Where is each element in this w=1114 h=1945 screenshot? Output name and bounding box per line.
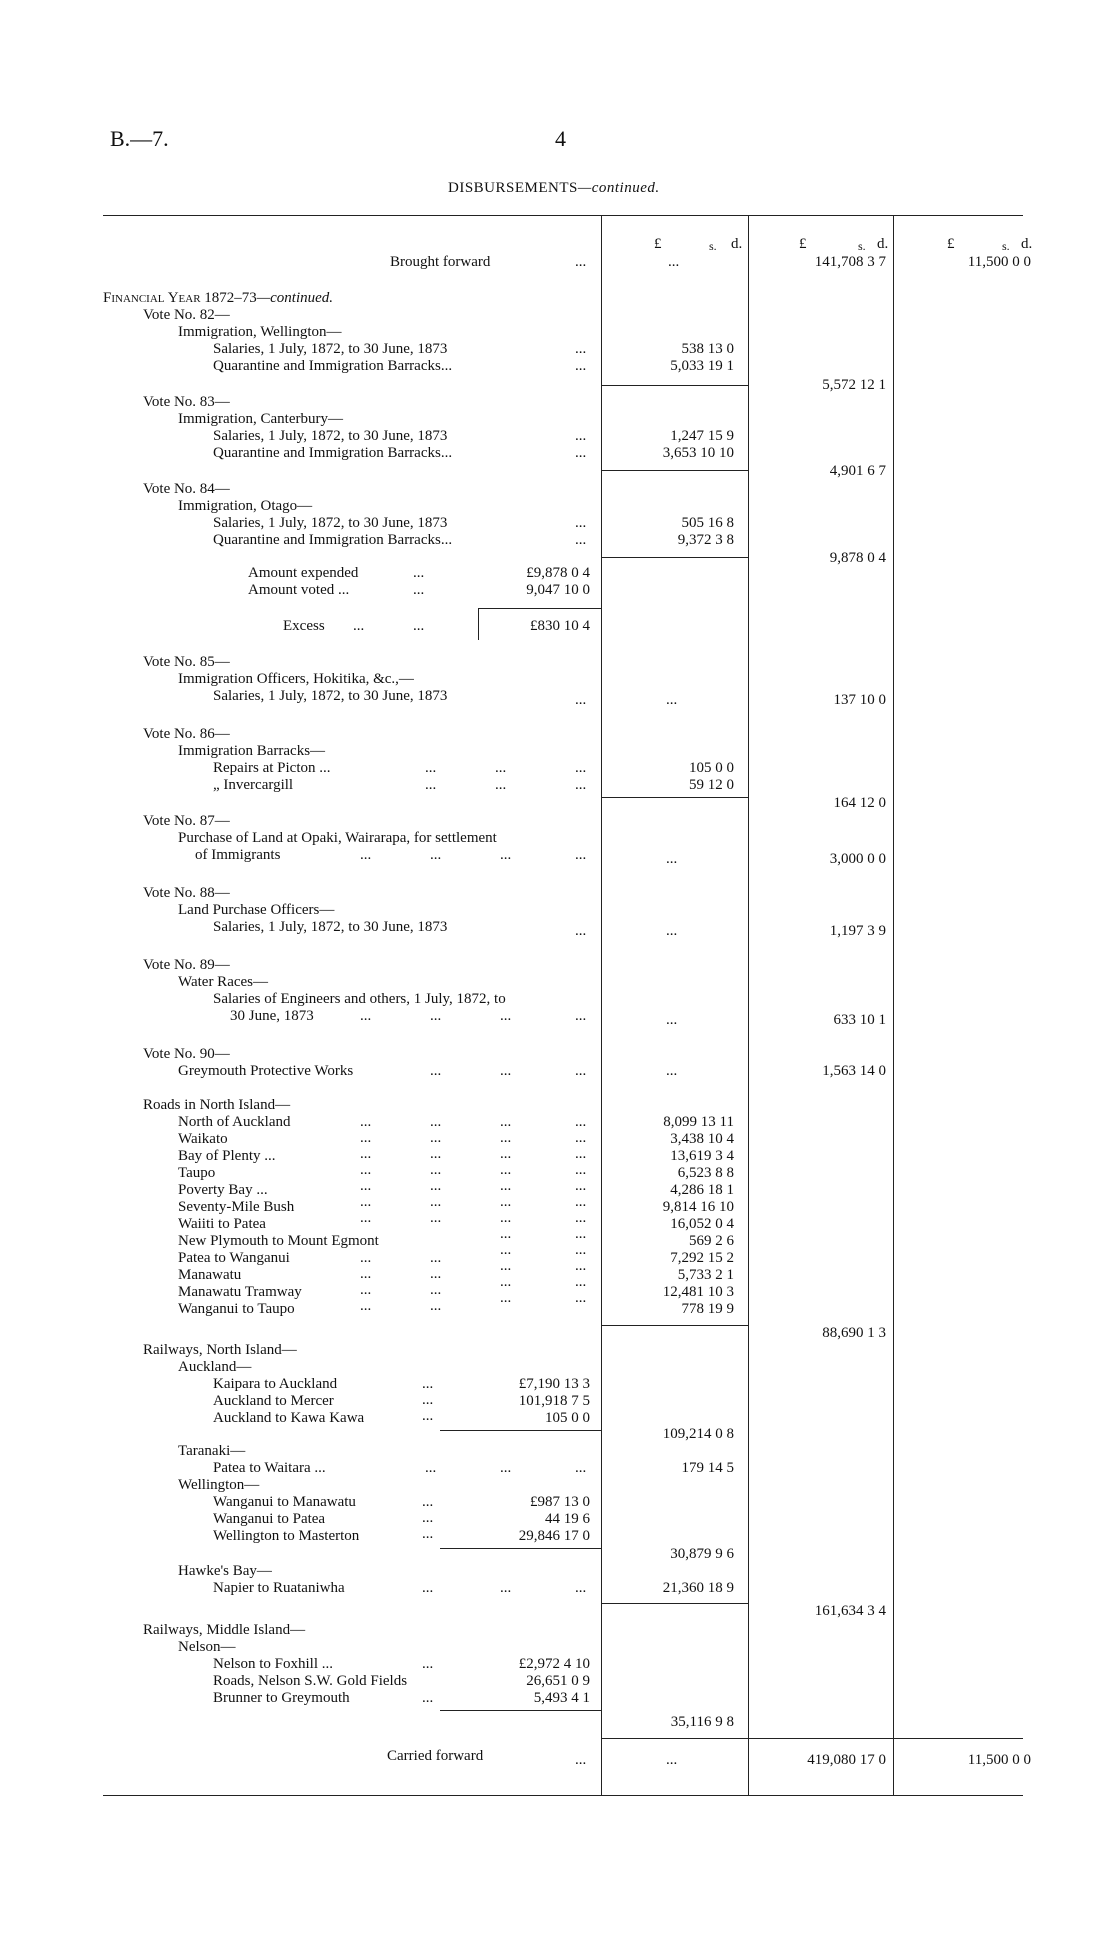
vote84-heading: Immigration, Otago— xyxy=(178,498,313,514)
vote85-label: Vote No. 85— xyxy=(143,654,230,670)
road-name: North of Auckland xyxy=(178,1114,291,1130)
brought-forward-c2: 141,708 3 7 xyxy=(814,254,886,270)
vote84-excess-label: Excess xyxy=(283,618,325,634)
roads-north-heading: Roads in North Island— xyxy=(143,1097,291,1113)
road-name: Poverty Bay ... xyxy=(178,1182,268,1198)
leader-dots: ... xyxy=(413,565,425,581)
col3-pence-header: d. xyxy=(1021,236,1033,252)
railway-amount: £7,190 13 3 xyxy=(518,1376,590,1392)
leader-dots: ... xyxy=(575,923,587,939)
vote86-line2: „ Invercargill xyxy=(213,777,294,793)
table-bottom-rule xyxy=(103,1795,1023,1796)
leader-dots: ... xyxy=(425,777,437,793)
carried-forward-c2: 419,080 17 0 xyxy=(807,1752,886,1768)
vote87-total: 3,000 0 0 xyxy=(829,851,886,867)
leader-dots: ... ... ... ... ... ... ... xyxy=(360,1114,372,1226)
vote83-line1: Salaries, 1 July, 1872, to 30 June, 1873 xyxy=(213,428,448,444)
vote86-line2-amount: 59 12 0 xyxy=(689,777,734,793)
carried-forward-label: Carried forward xyxy=(387,1748,484,1764)
railway-amount: 101,918 7 5 xyxy=(518,1393,590,1409)
leader-dots: ... ... ... xyxy=(422,1376,434,1424)
road-name: Patea to Wanganui xyxy=(178,1250,290,1266)
railway-amount: 5,493 4 1 xyxy=(533,1690,590,1706)
leader-dots: ... xyxy=(422,1656,434,1672)
leader-dots: ... xyxy=(575,515,587,531)
leader-dots: ... xyxy=(500,1460,512,1476)
leader-dots: ... xyxy=(575,254,587,270)
vote84-voted-amount: 9,047 10 0 xyxy=(526,582,590,598)
leader-dots: ... xyxy=(413,618,425,634)
road-amount: 16,052 0 4 xyxy=(670,1216,734,1232)
vote84-total: 9,878 0 4 xyxy=(829,550,886,566)
column-rule-3 xyxy=(893,215,894,1795)
vote84-line2-amount: 9,372 3 8 xyxy=(677,532,734,548)
vote85-line1: Salaries, 1 July, 1872, to 30 June, 1873 xyxy=(213,688,448,704)
leader-dots: ... xyxy=(495,760,507,776)
nelson-heading: Nelson— xyxy=(178,1639,236,1655)
railway-amount: 29,846 17 0 xyxy=(518,1528,590,1544)
taranaki-amount: 179 14 5 xyxy=(681,1460,734,1476)
vote83-heading: Immigration, Canterbury— xyxy=(178,411,343,427)
vote85-heading: Immigration Officers, Hokitika, &c.,— xyxy=(178,671,414,687)
railway-name: Auckland to Kawa Kawa xyxy=(213,1410,365,1426)
section-title xyxy=(103,290,333,306)
leader-dots: ... xyxy=(360,1008,372,1024)
vote84-label: Vote No. 84— xyxy=(143,481,230,497)
leader-dots: ... ... ... ... ... ... ... ... ... ... ... ... xyxy=(500,1114,512,1306)
subtotal-rule xyxy=(601,557,748,558)
carried-forward-c3: 11,500 0 0 xyxy=(967,1752,1031,1768)
leader-dots: ... xyxy=(500,1008,512,1024)
wellington-heading: Wellington— xyxy=(178,1477,260,1493)
column-rule-2 xyxy=(748,215,749,1795)
railway-name: Patea to Waitara ... xyxy=(213,1460,326,1476)
leader-dots: ... xyxy=(500,847,512,863)
title-suffix: —continued. xyxy=(577,180,660,196)
leader-dots: ... ... ... ... xyxy=(360,1250,372,1314)
subtotal-rule xyxy=(440,1548,601,1549)
leader-dots: ... xyxy=(575,760,587,776)
auckland-heading: Auckland— xyxy=(178,1359,252,1375)
subtotal-rule xyxy=(601,385,748,386)
leader-dots: ... xyxy=(360,847,372,863)
vote89-line1: Salaries of Engineers and others, 1 July, 1872, to xyxy=(213,991,506,1007)
leader-dots: ... xyxy=(575,692,587,708)
leader-dots: ... ... ... ... ... ... ... xyxy=(430,1114,442,1226)
vote87-line1: Purchase of Land at Opaki, Wairarapa, for settlement xyxy=(178,830,497,846)
railways-middle-heading: Railways, Middle Island— xyxy=(143,1622,306,1638)
road-amount: 13,619 3 4 xyxy=(670,1148,734,1164)
vote88-heading: Land Purchase Officers— xyxy=(178,902,335,918)
road-amount: 6,523 8 8 xyxy=(677,1165,734,1181)
subtotal-rule xyxy=(601,1603,748,1604)
vote85-c1: ... xyxy=(666,692,678,708)
brought-forward-c3: 11,500 0 0 xyxy=(967,254,1031,270)
vote88-line1: Salaries, 1 July, 1872, to 30 June, 1873 xyxy=(213,919,448,935)
vote86-total: 164 12 0 xyxy=(833,795,886,811)
railway-amount: 26,651 0 9 xyxy=(526,1673,590,1689)
hawkes-bay-amount: 21,360 18 9 xyxy=(662,1580,734,1596)
leader-dots: ... xyxy=(575,428,587,444)
section-title-main: Financial Year 1872–73 xyxy=(103,290,257,306)
vote84-line1: Salaries, 1 July, 1872, to 30 June, 1873 xyxy=(213,515,448,531)
leader-dots: ... xyxy=(575,847,587,863)
col3-pound-header: £ xyxy=(947,236,955,252)
col1-shilling-header: s. xyxy=(709,239,717,253)
col1-pence-header: d. xyxy=(731,236,743,252)
road-amount: 7,292 15 2 xyxy=(670,1250,734,1266)
road-amount: 778 19 9 xyxy=(681,1301,734,1317)
document-code: B.—7. xyxy=(110,126,169,151)
road-amount: 12,481 10 3 xyxy=(662,1284,734,1300)
road-amount: 4,286 18 1 xyxy=(670,1182,734,1198)
col3-shilling-header: s. xyxy=(1002,239,1010,253)
leader-dots: ... ... ... ... xyxy=(430,1250,442,1314)
road-name: Waiiti to Patea xyxy=(178,1216,266,1232)
railway-amount: £2,972 4 10 xyxy=(518,1656,590,1672)
road-name: Waikato xyxy=(178,1131,228,1147)
vote89-label: Vote No. 89— xyxy=(143,957,230,973)
road-amount: 8,099 13 11 xyxy=(663,1114,734,1130)
table-top-rule xyxy=(103,215,1023,216)
railway-amount: £987 13 0 xyxy=(530,1494,590,1510)
leader-dots: ... xyxy=(430,1063,442,1079)
road-amount: 5,733 2 1 xyxy=(677,1267,734,1283)
section-title-suffix: —continued. xyxy=(256,290,334,306)
vote82-total: 5,572 12 1 xyxy=(822,377,886,393)
railway-name: Roads, Nelson S.W. Gold Fields xyxy=(213,1673,408,1689)
vote86-label: Vote No. 86— xyxy=(143,726,230,742)
leader-dots: ... xyxy=(575,445,587,461)
vote86-heading: Immigration Barracks— xyxy=(178,743,326,759)
vote88-c1: ... xyxy=(666,923,678,939)
leader-dots: ... xyxy=(575,777,587,793)
vote89-c1: ... xyxy=(666,1012,678,1028)
railways-north-heading: Railways, North Island— xyxy=(143,1342,297,1358)
vote90-line1: Greymouth Protective Works xyxy=(178,1063,354,1079)
col1-pound-header: £ xyxy=(654,236,662,252)
railway-name: Nelson to Foxhill ... xyxy=(213,1656,334,1672)
road-name: New Plymouth to Mount Egmont xyxy=(178,1233,379,1249)
vote82-label: Vote No. 82— xyxy=(143,307,230,323)
leader-dots: ... xyxy=(353,618,365,634)
vote83-line2-amount: 3,653 10 10 xyxy=(662,445,734,461)
road-amount: 3,438 10 4 xyxy=(670,1131,734,1147)
leader-dots: ... xyxy=(425,760,437,776)
leader-dots: ... xyxy=(500,1580,512,1596)
vote83-line2: Quarantine and Immigration Barracks... xyxy=(213,445,453,461)
vote83-line1-amount: 1,247 15 9 xyxy=(670,428,734,444)
railway-name: Auckland to Mercer xyxy=(213,1393,334,1409)
railways-north-total: 161,634 3 4 xyxy=(814,1603,886,1619)
vote90-total: 1,563 14 0 xyxy=(822,1063,886,1079)
railway-name: Kaipara to Auckland xyxy=(213,1376,338,1392)
leader-dots: ... xyxy=(430,1008,442,1024)
leader-dots: ... xyxy=(495,777,507,793)
taranaki-heading: Taranaki— xyxy=(178,1443,246,1459)
col2-pound-header: £ xyxy=(799,236,807,252)
carried-forward-rule xyxy=(601,1738,1023,1739)
brought-forward-c1: ... xyxy=(668,254,680,270)
wellington-total: 30,879 9 6 xyxy=(670,1546,734,1562)
subtotal-rule xyxy=(601,1325,748,1326)
vote84-line2: Quarantine and Immigration Barracks... xyxy=(213,532,453,548)
subtotal-rule xyxy=(601,470,748,471)
leader-dots: ... xyxy=(575,358,587,374)
road-name: Wanganui to Taupo xyxy=(178,1301,295,1317)
leader-dots: ... xyxy=(413,582,425,598)
railway-name: Wanganui to Manawatu xyxy=(213,1494,356,1510)
vote85-total: 137 10 0 xyxy=(833,692,886,708)
leader-dots: ... ... ... xyxy=(422,1494,434,1542)
leader-dots: ... xyxy=(430,847,442,863)
railway-name: Brunner to Greymouth xyxy=(213,1690,350,1706)
leader-dots: ... xyxy=(575,532,587,548)
column-rule-1 xyxy=(601,215,602,1795)
road-name: Manawatu Tramway xyxy=(178,1284,302,1300)
leader-dots: ... xyxy=(575,1460,587,1476)
vote90-c1: ... xyxy=(666,1063,678,1079)
road-amount: 569 2 6 xyxy=(689,1233,734,1249)
vote86-line1: Repairs at Picton ... xyxy=(213,760,331,776)
road-name: Bay of Plenty ... xyxy=(178,1148,276,1164)
vote82-heading: Immigration, Wellington— xyxy=(178,324,342,340)
vote89-heading: Water Races— xyxy=(178,974,268,990)
roads-north-total: 88,690 1 3 xyxy=(822,1325,886,1341)
vote88-label: Vote No. 88— xyxy=(143,885,230,901)
vote82-line1-amount: 538 13 0 xyxy=(681,341,734,357)
leader-dots: ... xyxy=(575,1008,587,1024)
leader-dots: ... xyxy=(575,1580,587,1596)
road-name: Manawatu xyxy=(178,1267,242,1283)
leader-dots: ... xyxy=(575,1752,587,1768)
vote89-line2: 30 June, 1873 xyxy=(230,1008,314,1024)
leader-dots: ... xyxy=(575,341,587,357)
subtotal-rule xyxy=(440,1430,601,1431)
vote86-line1-amount: 105 0 0 xyxy=(689,760,734,776)
hawkes-bay-heading: Hawke's Bay— xyxy=(178,1563,272,1579)
railway-name: Napier to Ruataniwha xyxy=(213,1580,345,1596)
col2-pence-header: d. xyxy=(877,236,889,252)
vote84-line1-amount: 505 16 8 xyxy=(681,515,734,531)
brought-forward-label: Brought forward xyxy=(390,254,491,270)
road-amount: 9,814 16 10 xyxy=(662,1199,734,1215)
vote89-total: 633 10 1 xyxy=(833,1012,886,1028)
vote87-line2: of Immigrants xyxy=(195,847,281,863)
vote83-total: 4,901 6 7 xyxy=(829,463,886,479)
carried-forward-c1: ... xyxy=(666,1752,678,1768)
subtotal-rule xyxy=(601,797,748,798)
road-name: Taupo xyxy=(178,1165,216,1181)
subtotal-rule xyxy=(440,1710,601,1711)
railway-amount: 44 19 6 xyxy=(545,1511,590,1527)
page-title xyxy=(448,181,660,196)
vote82-line2: Quarantine and Immigration Barracks... xyxy=(213,358,453,374)
auckland-total: 109,214 0 8 xyxy=(662,1426,734,1442)
vote88-total: 1,197 3 9 xyxy=(829,923,886,939)
vote83-label: Vote No. 83— xyxy=(143,394,230,410)
railway-amount: 105 0 0 xyxy=(545,1410,590,1426)
vote87-c1: ... xyxy=(666,851,678,867)
road-name: Seventy-Mile Bush xyxy=(178,1199,295,1215)
vote84-voted-label: Amount voted ... xyxy=(248,582,350,598)
title-main: DISBURSEMENTS xyxy=(448,180,578,196)
nelson-total: 35,116 9 8 xyxy=(670,1714,734,1730)
leader-dots: ... xyxy=(500,1063,512,1079)
excess-rule xyxy=(478,608,601,609)
col2-shilling-header: s. xyxy=(858,239,866,253)
vote82-line2-amount: 5,033 19 1 xyxy=(670,358,734,374)
vote84-expended-label: Amount expended xyxy=(248,565,359,581)
railway-name: Wanganui to Patea xyxy=(213,1511,326,1527)
leader-dots: ... xyxy=(422,1580,434,1596)
vote90-label: Vote No. 90— xyxy=(143,1046,230,1062)
page-number: 4 xyxy=(555,126,566,151)
leader-dots: ... xyxy=(425,1460,437,1476)
vote87-label: Vote No. 87— xyxy=(143,813,230,829)
vote82-line1: Salaries, 1 July, 1872, to 30 June, 1873 xyxy=(213,341,448,357)
railway-name: Wellington to Masterton xyxy=(213,1528,360,1544)
leader-dots: ... xyxy=(422,1690,434,1706)
leader-dots: ... ... ... ... ... ... ... ... ... ... ... ... xyxy=(575,1114,587,1306)
leader-dots: ... xyxy=(575,1063,587,1079)
vote84-expended-amount: £9,878 0 4 xyxy=(526,565,590,581)
vote84-excess-amount: £830 10 4 xyxy=(530,618,590,634)
